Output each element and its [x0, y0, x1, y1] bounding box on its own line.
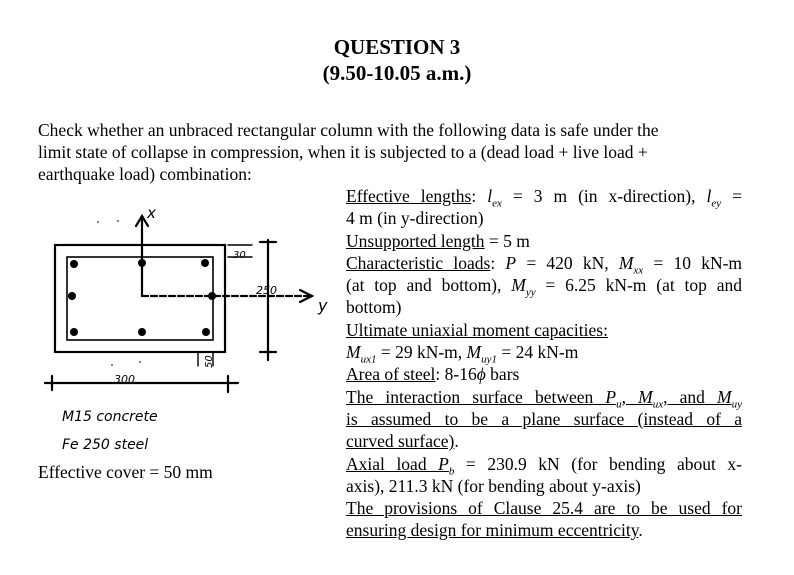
axial-load-label: Axial load $P_b$: [346, 453, 455, 478]
clause-line-1: The provisions of Clause 25.4 are to be used for: [346, 498, 742, 519]
effective-cover-note: Effective cover = 50 mm: [38, 462, 213, 482]
ultimate-capacities-label: Ultimate uniaxial moment capacities:: [346, 319, 608, 340]
axial-load-line: [346, 453, 743, 478]
char-load-myy: = 6.25 kN-m (at top and: [545, 275, 743, 296]
rebar-dot: [138, 259, 146, 267]
question-title: QUESTION 3: [333, 35, 461, 59]
axial-load-value: = 230.9 kN (for bending about x-: [454, 453, 743, 474]
top-cover-label: 30: [233, 250, 246, 261]
unsupported-length-label: Unsupported length: [346, 230, 485, 251]
char-load-position: (at top and bottom),: [346, 275, 502, 296]
steel-area-line: Area of steel: 8-16ϕ bars: [346, 364, 520, 385]
column-section-sketch: [0, 200, 340, 470]
column-data-block: [346, 185, 742, 542]
rebar-dot: [208, 292, 216, 300]
rebar-dot: [201, 259, 209, 267]
interaction-text: The interaction surface between: [346, 386, 594, 407]
clause-text: ensuring design for minimum eccentricity: [346, 520, 639, 541]
eff-length-line-2: 4 m (in y-direction): [346, 208, 484, 229]
eff-length-line: Effective lengths: $l_{ex} = 3$ m (in x-direction), $l_{ey}$ =: [346, 186, 743, 210]
axial-load-line-2: axis), 211.3 kN (for bending about y-axis): [346, 475, 641, 496]
x-axis-label: x: [147, 204, 156, 222]
interaction-end: curved surface): [346, 431, 455, 452]
interaction-line-3: curved surface).: [346, 431, 459, 452]
intro-paragraph: [38, 119, 744, 185]
ultimate-capacities-values: $M_{ux1} = 29$ kN-m, $M_{uy1} = 24$ kN-m: [346, 342, 579, 366]
rebar-dot: [68, 292, 76, 300]
char-loads-line: Characteristic loads: P = 420 kN, $M_{xx} = 10$ kN-m: [346, 252, 743, 277]
rebar-dot: [202, 328, 210, 336]
eff-length-x: = 3 m (in x-direction),: [512, 186, 696, 206]
depth-label: 250: [256, 284, 277, 297]
char-loads-line-3: bottom): [346, 297, 402, 318]
rebar-dot: [138, 328, 146, 336]
tie-outline: [67, 257, 213, 340]
steel-grade-note: Fe 250 steel: [62, 437, 149, 453]
intro-line-1: Check whether an unbraced rectangular column with the following data is safe under the: [38, 120, 659, 140]
interaction-line-2: is assumed to be a plane surface (instead of a: [346, 408, 742, 429]
question-time: (9.50-10.05 a.m.): [322, 61, 472, 85]
char-loads-label: Characteristic loads: [346, 252, 491, 273]
char-loads-line-2: (at top and bottom), $M_{yy} = 6.25$ kN-m (at top and: [346, 275, 743, 299]
intro-line-3: earthquake load) combination:: [38, 164, 252, 184]
unsupported-length-line: [346, 230, 742, 252]
side-cover-label: 50: [204, 355, 215, 368]
steel-area-label: Area of steel: [346, 364, 436, 385]
concrete-grade-note: M15 concrete: [62, 409, 158, 425]
steel-area-unit: bars: [485, 364, 520, 385]
width-label: 300: [114, 373, 135, 386]
steel-area-value: : 8-16: [435, 364, 477, 385]
intro-line-2: limit state of collapse in compression, when it is subjected to a (dead load + live load +: [38, 142, 648, 162]
rebar-dot: [70, 328, 78, 336]
ultimate-mux: = 29 kN-m,: [376, 342, 463, 363]
rebar-dot: [70, 260, 78, 268]
unsupported-length-value: = 5 m: [484, 230, 530, 251]
ultimate-muy: = 24 kN-m: [497, 342, 579, 363]
char-load-mxx: = 10 kN-m: [653, 252, 743, 273]
clause-line-2: ensuring design for minimum eccentricity.: [346, 520, 643, 541]
interaction-line-1: The interaction surface between $P_u$, $M_{ux}$, and $M_{uy}$: [346, 386, 743, 411]
interaction-and: and: [679, 386, 705, 407]
eff-length-y: =: [732, 186, 743, 206]
y-axis-label: y: [318, 296, 328, 315]
char-load-p: = 420 kN,: [526, 252, 609, 273]
eff-length-label: Effective lengths: [346, 186, 472, 206]
